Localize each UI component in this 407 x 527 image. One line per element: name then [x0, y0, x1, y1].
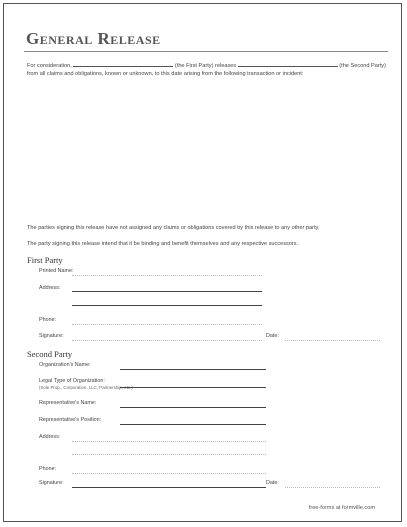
- assignment-paragraph: The parties signing this release have not assigned any claims or obligations covered by this release to any other party.: [27, 225, 320, 231]
- rep-position-field[interactable]: [120, 424, 266, 425]
- second-party-address-line-2[interactable]: [72, 454, 266, 455]
- first-party-heading: First Party: [27, 255, 63, 265]
- legal-type-label: Legal Type of Organization:: [39, 378, 105, 384]
- legal-type-hint: (Sole Prop., Corporation, LLC, Partnership, etc.): [39, 385, 133, 390]
- legal-type-field[interactable]: [120, 387, 266, 388]
- consideration-paragraph: [27, 60, 387, 79]
- consideration-text: For consideration,: [27, 63, 72, 69]
- first-party-phone-field[interactable]: [72, 324, 262, 325]
- second-party-signature-label: Signature:: [39, 480, 64, 486]
- first-party-address-label: Address:: [39, 285, 61, 291]
- title-divider: [24, 51, 388, 52]
- org-name-label: Organization's Name:: [39, 362, 91, 368]
- org-name-field[interactable]: [120, 369, 266, 370]
- printed-name-label: Printed Name:: [39, 268, 74, 274]
- second-party-phone-label: Phone:: [39, 466, 57, 472]
- first-party-signature-label: Signature:: [39, 333, 64, 339]
- second-party-date-label: Date:: [266, 480, 279, 486]
- first-party-phone-label: Phone:: [39, 317, 57, 323]
- footer-source-text: free-forms at formville.com: [308, 505, 375, 511]
- first-party-address-line-1[interactable]: [72, 291, 262, 292]
- release-description-text: (the Second Party) from all claims and obligations, known or unknown, to this date arising from the following transaction or incident:: [27, 63, 386, 78]
- second-party-heading: Second Party: [27, 349, 73, 359]
- second-party-address-label: Address:: [39, 434, 61, 440]
- second-party-phone-field[interactable]: [72, 473, 266, 474]
- rep-position-label: Representative's Position:: [39, 417, 102, 423]
- first-party-date-label: Date:: [266, 333, 279, 339]
- second-party-address-line-1[interactable]: [72, 441, 266, 442]
- rep-name-label: Representative's Name:: [39, 400, 97, 406]
- first-party-blank[interactable]: [238, 60, 338, 67]
- binding-paragraph: The party signing this release intend that it be binding and benefit themselves and any respective successors.: [27, 241, 299, 247]
- consideration-blank[interactable]: [73, 60, 173, 67]
- first-party-signature-field[interactable]: [72, 340, 262, 341]
- rep-name-field[interactable]: [120, 407, 266, 408]
- document-title: General Release: [26, 29, 161, 48]
- second-party-signature-field[interactable]: [72, 487, 266, 488]
- second-party-date-field[interactable]: [285, 487, 380, 488]
- printed-name-field[interactable]: [72, 275, 262, 276]
- first-party-text: (the First Party) releases: [174, 63, 237, 69]
- document-page: [3, 3, 402, 522]
- first-party-address-line-2[interactable]: [72, 305, 262, 306]
- first-party-date-field[interactable]: [285, 340, 380, 341]
